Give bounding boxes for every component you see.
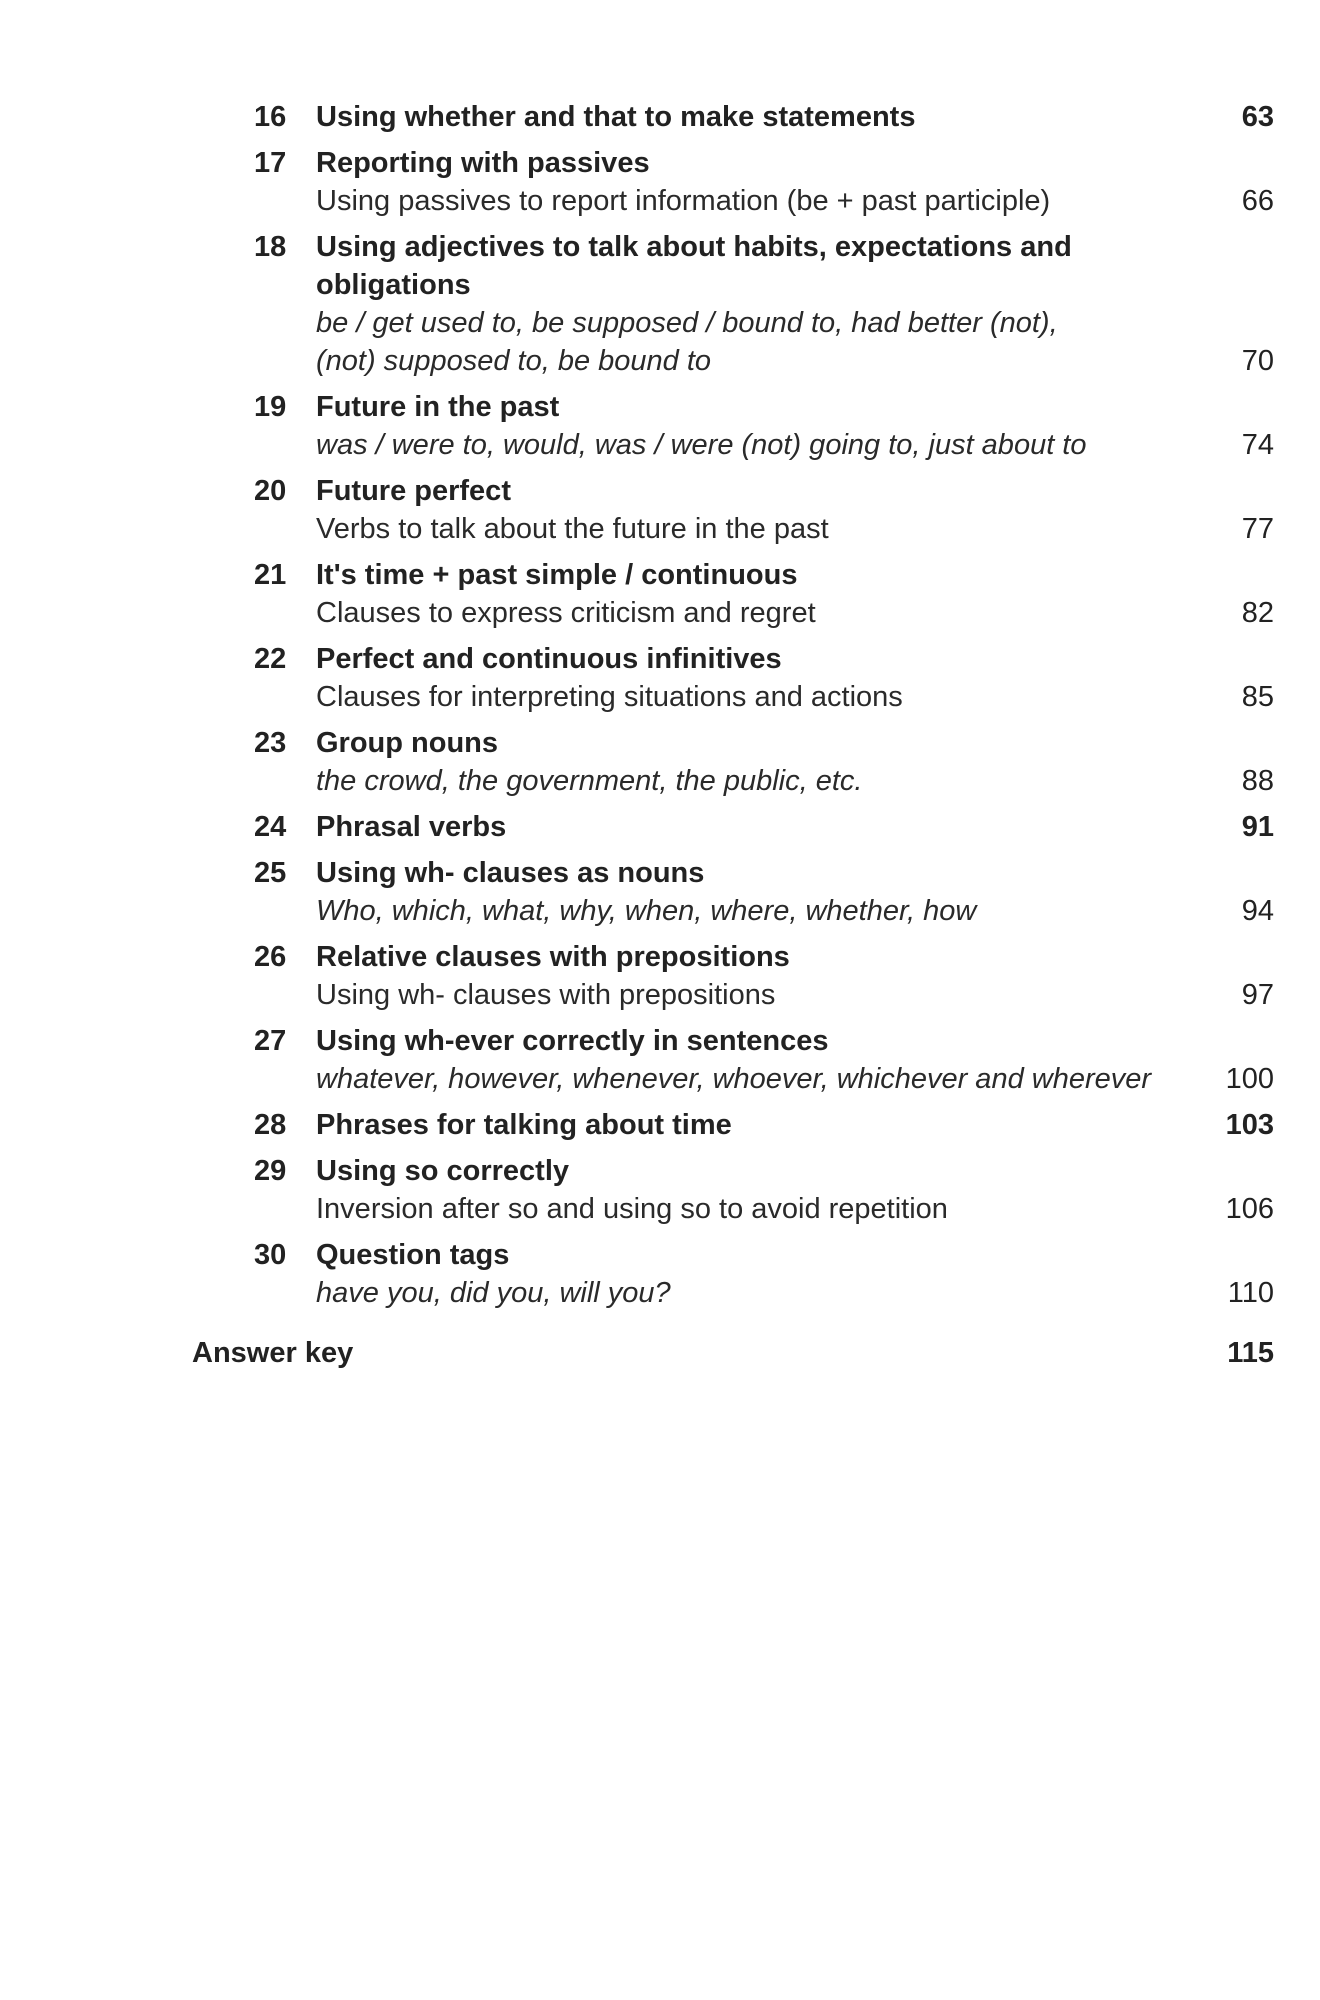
entry-page: 66 xyxy=(1241,185,1274,217)
entry-subtitle: Clauses to express criticism and regret xyxy=(316,597,816,629)
entry-number: 22 xyxy=(254,643,287,675)
entry-subtitle: Verbs to talk about the future in the past xyxy=(316,513,829,545)
entry-number: 23 xyxy=(254,727,287,759)
toc-entry-19 xyxy=(254,388,1274,464)
entry-number: 24 xyxy=(254,811,287,843)
entry-title: Phrasal verbs xyxy=(316,811,507,843)
toc-entry-20 xyxy=(254,472,1274,548)
entry-title: Question tags xyxy=(316,1239,510,1271)
entry-title: Using adjectives to talk about habits, expectations and obligations xyxy=(316,231,1072,301)
entry-title: Future in the past xyxy=(316,391,560,423)
entry-subtitle: the crowd, the government, the public, etc. xyxy=(316,765,863,797)
entry-number: 26 xyxy=(254,941,287,973)
entry-number: 19 xyxy=(254,391,287,423)
entry-page: 106 xyxy=(1225,1193,1274,1225)
entry-number: 21 xyxy=(254,559,287,591)
entry-subtitle: Clauses for interpreting situations and actions xyxy=(316,681,903,713)
entry-title: Using wh-ever correctly in sentences xyxy=(316,1025,829,1057)
answer-key-page: 115 xyxy=(1227,1337,1274,1369)
entry-page: 97 xyxy=(1241,979,1274,1011)
table-of-contents xyxy=(192,98,1274,1372)
entry-title: Using so correctly xyxy=(316,1155,570,1187)
entry-title: Group nouns xyxy=(316,727,499,759)
entry-title: It's time + past simple / continuous xyxy=(316,559,798,591)
entry-number: 18 xyxy=(254,231,287,263)
entry-number: 17 xyxy=(254,147,287,179)
entry-number: 27 xyxy=(254,1025,287,1057)
toc-entry-16 xyxy=(254,98,1274,136)
toc-entry-22 xyxy=(254,640,1274,716)
entry-number: 25 xyxy=(254,857,287,889)
entry-page: 74 xyxy=(1241,429,1274,461)
toc-entry-27 xyxy=(254,1022,1274,1098)
entry-page: 70 xyxy=(1241,345,1274,377)
entry-subtitle: Inversion after so and using so to avoid repetition xyxy=(316,1193,948,1225)
toc-entry-25 xyxy=(254,854,1274,930)
toc-entry-30 xyxy=(254,1236,1274,1312)
entry-title: Using wh- clauses as nouns xyxy=(316,857,705,889)
answer-key-label: Answer key xyxy=(192,1337,354,1369)
entry-subtitle: whatever, however, whenever, whoever, whichever and wherever xyxy=(316,1063,1152,1095)
entry-subtitle: was / were to, would, was / were (not) going to, just about to xyxy=(316,429,1087,461)
entry-page: 103 xyxy=(1225,1109,1274,1141)
entry-title: Future perfect xyxy=(316,475,511,507)
toc-entry-18 xyxy=(254,228,1274,380)
entry-page: 77 xyxy=(1241,513,1274,545)
entry-page: 91 xyxy=(1241,811,1274,843)
entry-number: 29 xyxy=(254,1155,287,1187)
toc-entry-24 xyxy=(254,808,1274,846)
toc-entry-29 xyxy=(254,1152,1274,1228)
toc-entry-23 xyxy=(254,724,1274,800)
entry-subtitle: have you, did you, will you? xyxy=(316,1277,671,1309)
entry-page: 94 xyxy=(1241,895,1274,927)
answer-key-entry xyxy=(192,1334,1274,1372)
entry-number: 30 xyxy=(254,1239,287,1271)
entry-number: 16 xyxy=(254,101,287,133)
entry-title: Relative clauses with prepositions xyxy=(316,941,790,973)
entry-subtitle: be / get used to, be supposed / bound to, had better (not), (not) supposed to, be bound to xyxy=(316,307,1058,377)
entry-page: 82 xyxy=(1241,597,1274,629)
entry-subtitle: Who, which, what, why, when, where, whether, how xyxy=(316,895,977,927)
entry-page: 100 xyxy=(1225,1063,1274,1095)
entry-page: 88 xyxy=(1241,765,1274,797)
entry-number: 20 xyxy=(254,475,287,507)
entry-number: 28 xyxy=(254,1109,287,1141)
toc-entry-17 xyxy=(254,144,1274,220)
entry-title: Phrases for talking about time xyxy=(316,1109,732,1141)
toc-entry-28 xyxy=(254,1106,1274,1144)
entry-title: Using whether and that to make statements xyxy=(316,101,916,133)
entry-page: 85 xyxy=(1241,681,1274,713)
entry-subtitle: Using passives to report information (be + past participle) xyxy=(316,185,1051,217)
entry-subtitle: Using wh- clauses with prepositions xyxy=(316,979,776,1011)
toc-entry-26 xyxy=(254,938,1274,1014)
entry-page: 110 xyxy=(1227,1277,1274,1309)
entry-title: Reporting with passives xyxy=(316,147,650,179)
entry-title: Perfect and continuous infinitives xyxy=(316,643,782,675)
entry-page: 63 xyxy=(1241,101,1274,133)
toc-entry-21 xyxy=(254,556,1274,632)
